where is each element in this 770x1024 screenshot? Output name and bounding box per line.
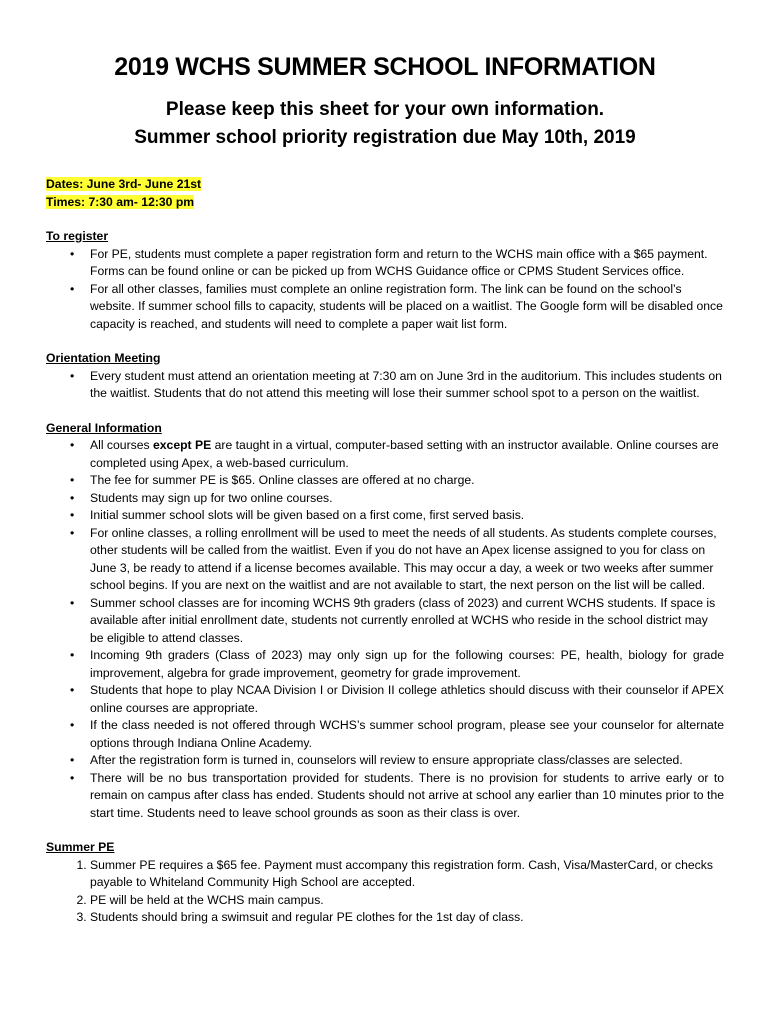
dates-text: Dates: June 3rd- June 21st: [46, 177, 202, 191]
list-item: • The fee for summer PE is $65. Online classes are offered at no charge.: [90, 472, 724, 490]
general-section: [46, 420, 724, 823]
list-item: • For online classes, a rolling enrollment will be used to meet the needs of all students. As students complete courses, other students will be called from the waitlist. Even if you do not have an Apex license assigned to you for class on June 3, be ready to attend if a license becomes available. This may occur a day, a week or two weeks after summer school begins. If you are next on the waitlist and are not available to start, the next person on the list will be called.: [90, 525, 724, 595]
orientation-title: Orientation Meeting: [46, 351, 161, 365]
orientation-section: [46, 350, 724, 403]
text-run: All courses: [90, 438, 153, 452]
subtitle: [46, 96, 724, 152]
list-item: 1. Summer PE requires a $65 fee. Payment must accompany this registration form. Cash, Visa/MasterCard, or checks payable to Whiteland Community High School are accepted.: [90, 857, 724, 892]
summer-pe-title: Summer PE: [46, 840, 115, 854]
list-item: [90, 437, 724, 472]
register-list: [46, 246, 724, 334]
list-item: • For PE, students must complete a paper registration form and return to the WCHS main office with a $65 payment. Forms can be found online or can be picked up from WCHS Guidance office or CPMS Student Services office.: [90, 246, 724, 281]
list-item: • After the registration form is turned in, counselors will review to ensure appropriate class/classes are selected.: [90, 752, 724, 770]
orientation-list: [46, 368, 724, 403]
general-list: [46, 437, 724, 822]
list-item: • If the class needed is not offered through WCHS’s summer school program, please see your counselor for alternate options through Indiana Online Academy.: [90, 717, 724, 752]
list-item: • Summer school classes are for incoming WCHS 9th graders (class of 2023) and current WCHS students. If space is available after initial enrollment date, students not currently enrolled at WCHS who reside in the school district may be eligible to attend classes.: [90, 595, 724, 648]
list-item: • Every student must attend an orientation meeting at 7:30 am on June 3rd in the auditorium. This includes students on the waitlist. Students that do not attend this meeting will lose their summer school spot to a person on the waitlist.: [90, 368, 724, 403]
list-item: 2. PE will be held at the WCHS main campus.: [90, 892, 724, 910]
list-item: 3. Students should bring a swimsuit and regular PE clothes for the 1st day of class.: [90, 909, 724, 927]
list-item: • Students may sign up for two online courses.: [90, 490, 724, 508]
summer-pe-list: [46, 857, 724, 927]
subtitle-line-2: Summer school priority registration due May 10th, 2019: [134, 127, 636, 148]
register-title: To register: [46, 229, 109, 243]
register-section: [46, 228, 724, 333]
emphasis-text: except PE: [153, 438, 212, 452]
subtitle-line-1: Please keep this sheet for your own information.: [165, 99, 605, 120]
page-title: 2019 WCHS SUMMER SCHOOL INFORMATION: [114, 53, 656, 81]
list-item: • There will be no bus transportation provided for students. There is no provision for students to arrive early or to remain on campus after class has ended. Students should not arrive at school any earlier than 10 minutes prior to the start time. Students need to leave school grounds as soon as their class is over.: [90, 770, 724, 823]
list-item: • For all other classes, families must complete an online registration form. The link can be found on the school’s website. If summer school fills to capacity, students will be placed on a waitlist. The Google form will be disabled once capacity is reached, and students will need to complete a paper wait list form.: [90, 281, 724, 334]
list-item: • Students that hope to play NCAA Division I or Division II college athletics should discuss with their counselor if APEX online courses are appropriate.: [90, 682, 724, 717]
times-text: Times: 7:30 am- 12:30 pm: [46, 194, 195, 209]
list-item: • Initial summer school slots will be given based on a first come, first served basis.: [90, 507, 724, 525]
text-run: are taught in a virtual, computer-based setting with an instructor available. Online courses are completed using Apex, a web-based curriculum.: [90, 438, 719, 470]
dates-times: [46, 176, 724, 211]
list-item: • Incoming 9th graders (Class of 2023) may only sign up for the following courses: PE, health, biology for grade improvement, algebra for grade improvement, geometry for grade improvement.: [90, 647, 724, 682]
general-title: General Information: [46, 420, 162, 435]
summer-pe-section: [46, 839, 724, 927]
